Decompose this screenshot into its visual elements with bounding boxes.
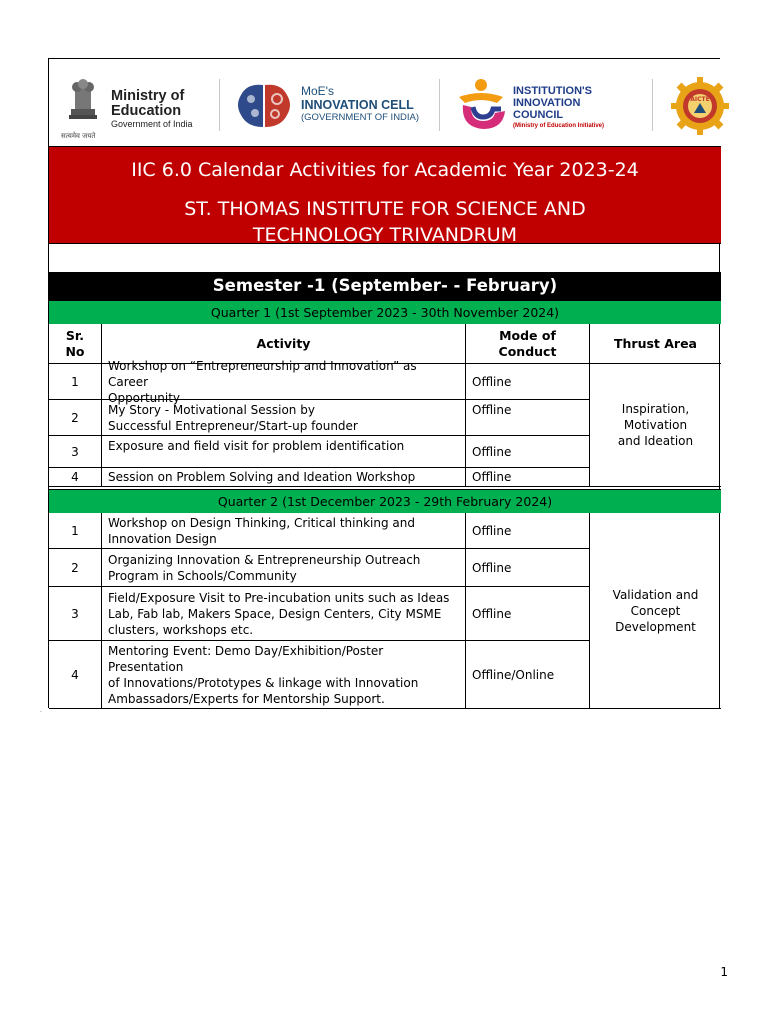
activity-line: Program in Schools/Community bbox=[108, 568, 297, 583]
table-row-sr: 4 bbox=[49, 641, 102, 709]
activity-line: Opportunity bbox=[108, 390, 181, 405]
innovation-cell-logo-text bbox=[301, 85, 419, 124]
table-row-mode: Offline bbox=[466, 549, 590, 587]
activity-line: Field/Exposure Visit to Pre-incubation units such as Ideas bbox=[108, 590, 450, 605]
table-row-activity bbox=[102, 358, 466, 405]
thrust-line: Inspiration, bbox=[621, 402, 690, 416]
activity-line: Successful Entrepreneur/Start-up founder bbox=[108, 418, 358, 433]
activity-line: Workshop on “Entrepreneurship and Innovation” as Career bbox=[108, 358, 417, 389]
activity-line: Organizing Innovation & Entrepreneurship Outreach bbox=[108, 552, 421, 567]
activity-line: Workshop on Design Thinking, Critical thinking and bbox=[108, 515, 415, 530]
national-emblem-icon bbox=[63, 75, 103, 133]
table-row-mode: Offline bbox=[466, 513, 590, 549]
table-row-mode: Offline bbox=[466, 364, 590, 400]
ic-line1: MoE's bbox=[301, 84, 334, 98]
table-row-mode: Offline bbox=[466, 400, 590, 436]
table-row-activity bbox=[102, 400, 466, 436]
activity-table bbox=[49, 513, 721, 709]
document-title: IIC 6.0 Calendar Activities for Academic Year 2023-24 bbox=[131, 159, 639, 181]
ministry-of-education-logo-text bbox=[111, 89, 193, 130]
aicte-gear-icon bbox=[669, 75, 731, 137]
logo-bar bbox=[49, 59, 721, 146]
moe-line3: Government of India bbox=[111, 119, 193, 129]
mode-header-line2: Conduct bbox=[498, 343, 557, 359]
institute-name-line2: TECHNOLOGY TRIVANDRUM bbox=[252, 224, 518, 246]
ic-line2: INNOVATION CELL bbox=[301, 98, 414, 112]
table-row-activity: Exposure and field visit for problem identification bbox=[102, 436, 466, 468]
table-row-mode: Offline bbox=[466, 468, 590, 487]
activity-line: clusters, workshops etc. bbox=[108, 622, 254, 637]
table-row-activity: Session on Problem Solving and Ideation Workshop bbox=[102, 468, 466, 487]
logo-divider bbox=[652, 79, 653, 131]
table-row-mode: Offline/Online bbox=[466, 641, 590, 709]
table-row-activity bbox=[102, 587, 466, 641]
iic-line4: (Ministry of Education Initiative) bbox=[513, 123, 605, 129]
activity-line: of Innovations/Prototypes & linkage with Innovation bbox=[108, 676, 419, 690]
innovation-cell-brain-icon bbox=[233, 79, 295, 133]
table-row-sr: 1 bbox=[49, 364, 102, 400]
thrust-line: and Ideation bbox=[617, 434, 694, 448]
iic-mark-icon bbox=[453, 75, 511, 135]
thrust-area-cell bbox=[590, 364, 721, 487]
thrust-line: Validation and bbox=[612, 587, 699, 602]
column-header-sr: Sr. No bbox=[49, 324, 102, 364]
institute-name-line1: ST. THOMAS INSTITUTE FOR SCIENCE AND bbox=[184, 198, 586, 220]
table-row-sr: 3 bbox=[49, 436, 102, 468]
table-row-activity bbox=[102, 549, 466, 587]
quarter-heading: Quarter 2 (1st December 2023 - 29th February 2024) bbox=[49, 489, 721, 513]
ic-line3: (GOVERNMENT OF INDIA) bbox=[301, 112, 420, 123]
thrust-line: Motivation bbox=[623, 418, 688, 432]
activity-line: Lab, Fab lab, Makers Space, Design Centers, City MSME bbox=[108, 606, 442, 621]
activity-line: Innovation Design bbox=[108, 531, 217, 546]
iic-line3: COUNCIL bbox=[513, 109, 564, 121]
table-row-mode: Offline bbox=[466, 587, 590, 641]
table-row-mode: Offline bbox=[466, 436, 590, 468]
page-number: 1 bbox=[720, 965, 728, 979]
iic-logo-text bbox=[513, 85, 604, 131]
iic-line1: INSTITUTION'S bbox=[513, 85, 593, 97]
institute-name bbox=[49, 196, 721, 248]
table-row-sr: 1 bbox=[49, 513, 102, 549]
semester-heading: Semester -1 (September- - February) bbox=[49, 272, 721, 300]
moe-line2: Education bbox=[111, 103, 182, 119]
quarter-heading: Quarter 1 (1st September 2023 - 30th November 2024) bbox=[49, 300, 721, 324]
table-row-sr: 2 bbox=[49, 549, 102, 587]
logo-divider bbox=[439, 79, 440, 131]
thrust-area-cell bbox=[590, 513, 721, 709]
column-header-mode bbox=[466, 324, 590, 364]
table-row-activity bbox=[102, 513, 466, 549]
calendar-document bbox=[48, 58, 720, 708]
spacer-row bbox=[49, 244, 721, 272]
thrust-line: Development bbox=[615, 619, 696, 634]
emblem-motto: सत्यमेव जयते bbox=[61, 132, 96, 140]
thrust-line: Concept bbox=[630, 603, 681, 618]
table-row-sr: 3 bbox=[49, 587, 102, 641]
activity-line: My Story - Motivational Session by bbox=[108, 402, 315, 417]
table-row-activity bbox=[102, 641, 466, 709]
title-banner bbox=[49, 146, 721, 244]
stray-mark: . bbox=[40, 707, 42, 714]
activity-table bbox=[49, 324, 721, 487]
column-header-thrust: Thrust Area bbox=[590, 324, 721, 364]
column-header-activity: Activity bbox=[102, 324, 466, 364]
logo-divider bbox=[219, 79, 220, 131]
moe-line1: Ministry of bbox=[111, 88, 185, 104]
mode-header-line1: Mode of bbox=[499, 327, 556, 343]
table-row-sr: 4 bbox=[49, 468, 102, 487]
activity-line: Mentoring Event: Demo Day/Exhibition/Poster Presentation bbox=[108, 644, 384, 674]
activity-line: Ambassadors/Experts for Mentorship Support. bbox=[108, 692, 385, 706]
table-row-sr: 2 bbox=[49, 400, 102, 436]
iic-line2: INNOVATION bbox=[513, 97, 581, 109]
aicte-label: AICTE bbox=[690, 96, 710, 103]
